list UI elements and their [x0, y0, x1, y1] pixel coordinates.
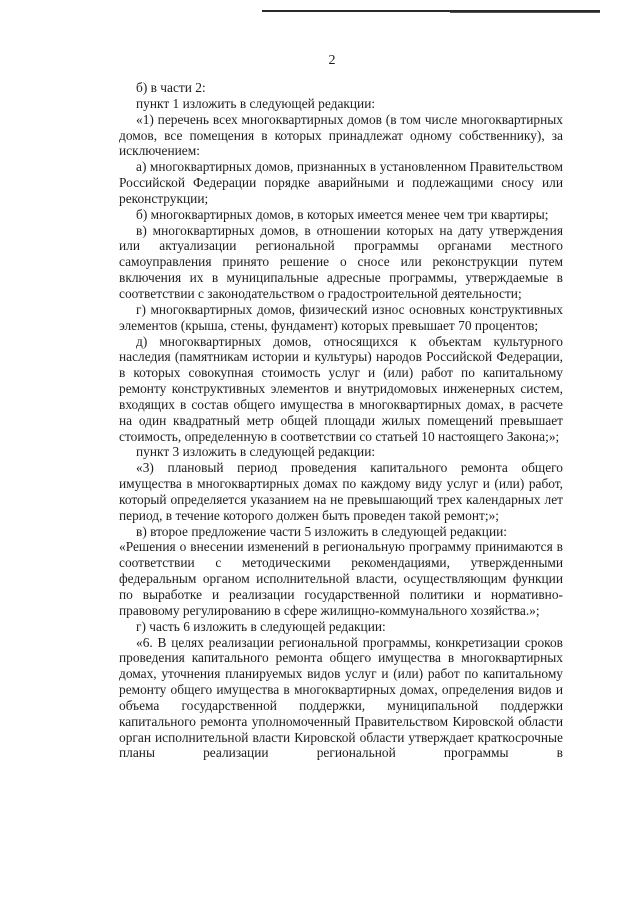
paragraph-item1-text: «1) перечень всех многоквартирных домов (в том числе многоквартирных домов, все помещения в которых принадлежат одному собственнику), за исключением:	[119, 111, 563, 159]
document-body	[119, 80, 563, 761]
paragraph-exception-g: г) многоквартирных домов, физический износ основных конструктивных элементов (крыша, стены, фундамент) которых превышает 70 процентов;	[119, 301, 563, 333]
paragraph-exception-v: в) многоквартирных домов, в отношении которых на дату утверждения или актуализации региональной программы органами местного самоуправления принято решение о сносе или реконструкции путем включения их в муниципальные адресные программы, утверждаемые в соответствии с законодательством о градостроительной деятельности;	[119, 222, 563, 301]
paragraph-exception-b: б) многоквартирных домов, в которых имеется менее чем три квартиры;	[136, 206, 549, 222]
paragraph-item3-intro: пункт 3 изложить в следующей редакции:	[136, 444, 376, 460]
paragraph-item1-intro: пункт 1 изложить в следующей редакции:	[136, 95, 376, 111]
paragraph-part6-text: «6. В целях реализации региональной программы, конкретизации сроков проведения капитального ремонта общего имущества в многоквартирных домах, уточнения планируемых видов услуг и (или) работ по капитальному ремонту общего имущества в многоквартирных домах, определения видов и объема государственной поддержки, муниципальной поддержки капитального ремонта уполномоченный Правительством Кировской области орган исполнительной власти Кировской области утверждает краткосрочные планы реализации региональной программы в	[119, 634, 563, 761]
paragraph-exception-d: д) многоквартирных домов, относящихся к объектам культурного наследия (памятникам истории и культуры) народов Российской Федерации, в которых совокупная стоимость услуг и (или) работ по капитальному ремонту конструктивных элементов и внутридомовых инженерных систем, входящих в состав общего имущества в многоквартирных домах, в расчете на один квадратный метр общей площади жилых помещений превышает стоимость, определенную в соответствии со статьей 10 настоящего Закона;»;	[119, 333, 563, 444]
paragraph-part6-intro: г) часть 6 изложить в следующей редакции:	[136, 618, 386, 634]
header-rule	[262, 10, 600, 12]
page-number: 2	[328, 53, 336, 68]
paragraph-item3-text: «3) плановый период проведения капитального ремонта общего имущества в многоквартирных домах по каждому виду услуг и (или) работ, который определяется указанием на не превышающий трех календарных лет период, в течение которого должен быть проведен такой ремонт;»;	[119, 460, 563, 523]
paragraph-part2-heading: б) в части 2:	[136, 80, 206, 95]
paragraph-exception-a: а) многоквартирных домов, признанных в установленном Правительством Российской Федерации порядке аварийными и подлежащими сносу или реконструкции;	[119, 159, 563, 206]
paragraph-part5-intro: в) второе предложение части 5 изложить в следующей редакции:	[136, 523, 508, 539]
paragraph-part5-text: «Решения о внесении изменений в региональную программу принимаются в соответствии с методическими рекомендациями, утвержденными федеральным органом исполнительной власти, осуществляющим функции по выработке и реализации государственной политики и нормативно-правовому регулированию в сфере жилищно-коммунального хозяйства.»;	[119, 539, 563, 618]
